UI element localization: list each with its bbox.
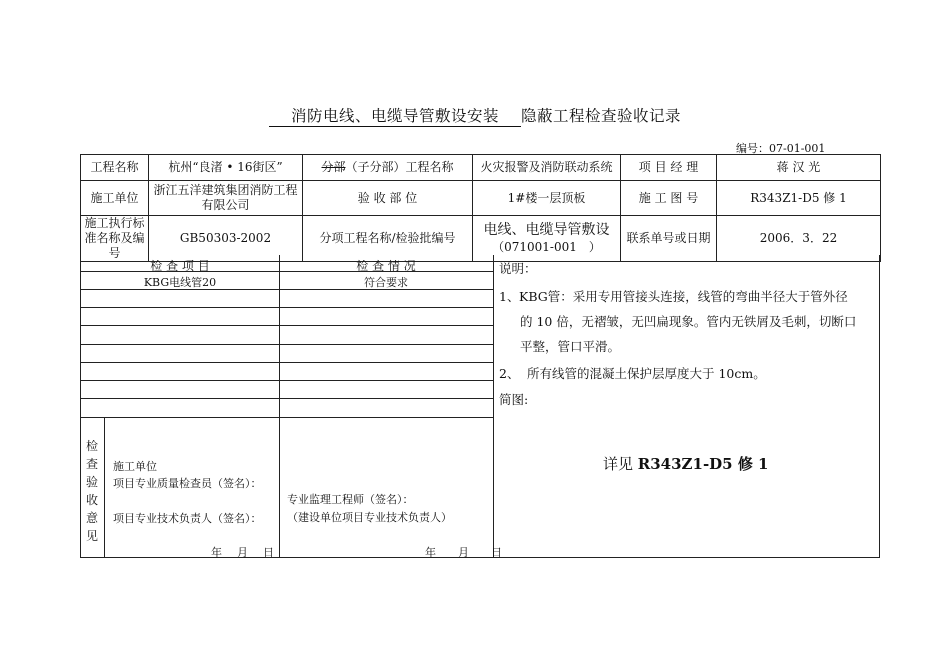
note-1-num: 1、 — [499, 289, 520, 304]
manager-label: 项 目 经 理 — [621, 155, 717, 181]
serial-number: 编号：07-01-001 — [736, 142, 826, 155]
row-line-9 — [81, 417, 493, 418]
divider-opinion-label — [104, 417, 105, 557]
opinion-quality-inspector: 项目专业质量检查员（签名）： — [113, 477, 262, 490]
opinion-tech-lead: 项目专业技术负责人（签名）： — [113, 512, 262, 525]
col-header-item: 检 查 项 目 — [150, 259, 210, 273]
sketch-ref-code: R343Z1-D5 修 1 — [637, 455, 769, 473]
note-2-num: 2、 — [499, 366, 520, 381]
opinion-owner-tech-lead: （建设单位项目专业技术负责人） — [287, 511, 452, 524]
opinion-char-3: 验 — [85, 475, 98, 489]
sketch-label: 简图: — [499, 392, 529, 407]
header-row-1 — [81, 155, 881, 181]
item-code: （071001-001 ） — [492, 239, 601, 254]
sub-project-struck: 分部 — [321, 160, 346, 174]
opinion-vertical-label — [85, 437, 99, 545]
opinion-char-6: 见 — [85, 529, 98, 543]
inspection-result-1: 符合要求 — [364, 276, 408, 289]
opinion-right-date: 年 月 日 — [425, 546, 502, 559]
opinion-char-5: 意 — [85, 511, 98, 525]
contractor: 浙江五洋建筑集团消防工程有限公司 — [149, 181, 303, 216]
sub-project-label-rest: （子分部）工程名称 — [345, 160, 454, 174]
header-row-2 — [81, 181, 881, 216]
drawing-label: 施 工 图 号 — [621, 181, 717, 216]
row-line-7 — [81, 380, 493, 381]
location-label: 验 收 部 位 — [303, 181, 473, 216]
notes-heading: 说明： — [499, 261, 537, 276]
note-2-text: 所有线管的混凝土保护层厚度大于 10cm。 — [527, 366, 766, 381]
col-header-result: 检 查 情 况 — [356, 259, 416, 273]
contact-label: 联系单号或日期 — [621, 216, 717, 262]
opinion-left-date: 年 月 日 — [211, 546, 276, 559]
project-name: 杭州“良渚 • 16街区” — [149, 155, 303, 181]
contact-date: 2006．3．22 — [717, 216, 881, 262]
note-1-line-2: 的 10 倍，无褶皱，无凹扁现象。管内无铁屑及毛刺，切断口 — [520, 314, 857, 329]
opinion-char-4: 收 — [85, 493, 98, 507]
sub-project-name: 火灾报警及消防联动系统 — [473, 155, 621, 181]
item-name: 电线、电缆导管敷设 — [483, 222, 610, 239]
row-line-3 — [81, 307, 493, 308]
opinion-char-1: 检 — [85, 439, 98, 453]
item-label: 分项工程名称/检验批编号 — [303, 216, 473, 262]
opinion-char-2: 查 — [85, 457, 98, 471]
note-1-line-3: 平整，管口平滑。 — [520, 339, 621, 354]
title-underlined: 消防电线、电缆导管敷设安装 — [269, 104, 521, 127]
document-title — [0, 104, 950, 127]
drawing-number: R343Z1-D5 修 1 — [717, 181, 881, 216]
sketch-reference — [603, 455, 769, 473]
row-line-4 — [81, 325, 493, 326]
standard: GB50303-2002 — [149, 216, 303, 262]
header-table — [80, 154, 881, 262]
note-1-line-1: KBG管：采用专用管接头连接，线管的弯曲半径大于管外径 — [519, 289, 848, 304]
opinion-supervisor: 专业监理工程师（签名）： — [287, 493, 414, 506]
inspection-section — [80, 255, 880, 558]
divider-col-1 — [279, 255, 280, 557]
inspection-item-1: KBG电线管20 — [143, 276, 217, 289]
contractor-label: 施工单位 — [81, 181, 149, 216]
location: 1#楼一层顶板 — [473, 181, 621, 216]
row-line-8 — [81, 398, 493, 399]
manager-name: 蒋 汉 光 — [717, 155, 881, 181]
row-line-6 — [81, 362, 493, 363]
standard-label: 施工执行标准名称及编号 — [81, 216, 149, 262]
sub-project-label — [303, 155, 473, 181]
title-suffix: 隐蔽工程检查验收记录 — [521, 107, 682, 125]
project-name-label: 工程名称 — [81, 155, 149, 181]
row-line-5 — [81, 344, 493, 345]
opinion-contractor-unit: 施工单位 — [113, 460, 157, 473]
sketch-ref-prefix: 详见 — [603, 455, 638, 473]
divider-col-2 — [493, 255, 494, 557]
